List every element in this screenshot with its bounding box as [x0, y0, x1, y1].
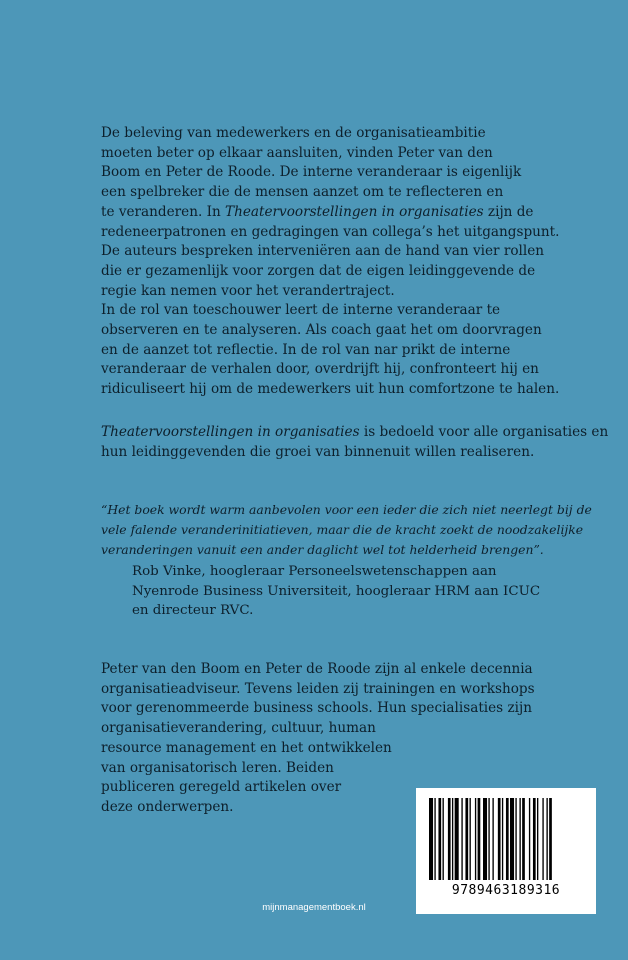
intro-text: [101, 124, 559, 400]
intro-line: [101, 203, 559, 223]
barcode-bar: [510, 798, 514, 880]
intro-line: een spelbreker die de mensen aanzet om te reflecteren en: [101, 184, 504, 201]
intro-line: regie kan nemen voor het verandertraject.: [101, 282, 395, 299]
barcode-bar: [537, 798, 538, 880]
barcode-bar: [483, 798, 487, 880]
barcode-bar: [519, 798, 520, 880]
intro-line-post: zijn de: [483, 203, 534, 220]
intro-line: ridiculiseert hij om de medewerkers uit hun comfortzone te halen.: [101, 381, 560, 398]
barcode-bar: [498, 798, 501, 880]
barcode-bar: [488, 798, 489, 880]
bio-line: van organisatorisch leren. Beiden: [101, 759, 334, 776]
bio-line: deze onderwerpen.: [101, 798, 234, 815]
barcode-bar: [522, 798, 525, 880]
intro-line: observeren en te analyseren. Als coach gaat het om doorvragen: [101, 322, 542, 339]
barcode-bar: [502, 798, 503, 880]
intro-line: In de rol van toeschouwer leert de interne veranderaar te: [101, 302, 501, 319]
barcode-bar: [470, 798, 471, 880]
book-title: Theatervoorstellingen in organisaties: [101, 424, 360, 440]
intro-line: die er gezamenlijk voor zorgen dat de eigen leidinggevende de: [101, 262, 536, 279]
intro-line: en de aanzet tot reflectie. In de rol van nar prikt de interne: [101, 341, 511, 358]
intro-line-pre: te veranderen. In: [101, 203, 226, 220]
purpose-text: [101, 423, 608, 462]
bio-line: Peter van den Boom en Peter de Roode zijn al enkele decennia: [101, 661, 533, 677]
attribution-line: en directeur RVC.: [132, 603, 254, 618]
barcode-bar: [506, 798, 509, 880]
isbn-number: 9789463189316: [451, 883, 561, 898]
barcode-bar: [542, 798, 543, 880]
isbn-barcode: [416, 788, 596, 914]
barcode-bar: [448, 798, 451, 880]
bio-line: publiceren geregeld artikelen over: [101, 779, 342, 796]
barcode-bar: [455, 798, 459, 880]
barcode-bars: [429, 798, 583, 880]
barcode-bar: [533, 798, 536, 880]
purpose-line: [101, 423, 608, 443]
barcode-bar: [475, 798, 476, 880]
barcode-bar: [452, 798, 453, 880]
intro-line: redeneerpatronen en gedragingen van collega’s het uitgangspunt.: [101, 223, 560, 240]
attribution-line: Rob Vinke, hoogleraar Personeelswetenschappen aan: [132, 564, 497, 579]
publisher-website: mijnmanagementboek.nl: [262, 902, 366, 913]
barcode-bar: [549, 798, 552, 880]
intro-line: moeten beter op elkaar aansluiten, vinden Peter van den: [101, 144, 493, 161]
barcode-bar: [438, 798, 441, 880]
book-title: Theatervoorstellingen in organisaties: [225, 203, 484, 220]
barcode-bar: [546, 798, 547, 880]
purpose-line: hun leidinggevenden die groei van binnenuit willen realiseren.: [101, 443, 535, 460]
bio-line: voor gerenommeerde business schools. Hun specialisaties zijn: [101, 700, 532, 717]
bio-line: organisatieadviseur. Tevens leiden zij trainingen en workshops: [101, 680, 535, 697]
review-quote: [101, 500, 592, 560]
barcode-bar: [434, 798, 435, 880]
quote-line: “Het boek wordt warm aanbevolen voor een ieder die zich niet neerlegt bij de: [101, 502, 592, 517]
intro-line: De beleving van medewerkers en de organisatieambitie: [101, 125, 486, 141]
barcode-bar: [465, 798, 468, 880]
barcode-bar: [478, 798, 481, 880]
barcode-bar: [443, 798, 444, 880]
barcode-bar: [461, 798, 462, 880]
intro-line: veranderaar de verhalen door, overdrijft hij, confronteert hij en: [101, 361, 539, 378]
bio-line: resource management en het ontwikkelen: [101, 739, 392, 756]
intro-line: Boom en Peter de Roode. De interne veranderaar is eigenlijk: [101, 164, 522, 181]
barcode-bar: [492, 798, 493, 880]
barcode-bar: [529, 798, 530, 880]
purpose-line-post: is bedoeld voor alle organisaties en: [359, 424, 609, 440]
quote-line: vele falende veranderinitiatieven, maar die de kracht zoekt de noodzakelijke: [101, 522, 584, 537]
intro-line: De auteurs bespreken interveniëren aan de hand van vier rollen: [101, 243, 545, 260]
quote-line: veranderingen vanuit een ander daglicht wel tot helderheid brengen”.: [101, 542, 544, 557]
quote-attribution: [132, 562, 540, 621]
barcode-bar: [429, 798, 433, 880]
attribution-line: Nyenrode Business Universiteit, hoogleraar HRM aan ICUC: [132, 583, 541, 599]
barcode-bar: [515, 798, 516, 880]
bio-line: organisatieverandering, cultuur, human: [101, 720, 376, 737]
